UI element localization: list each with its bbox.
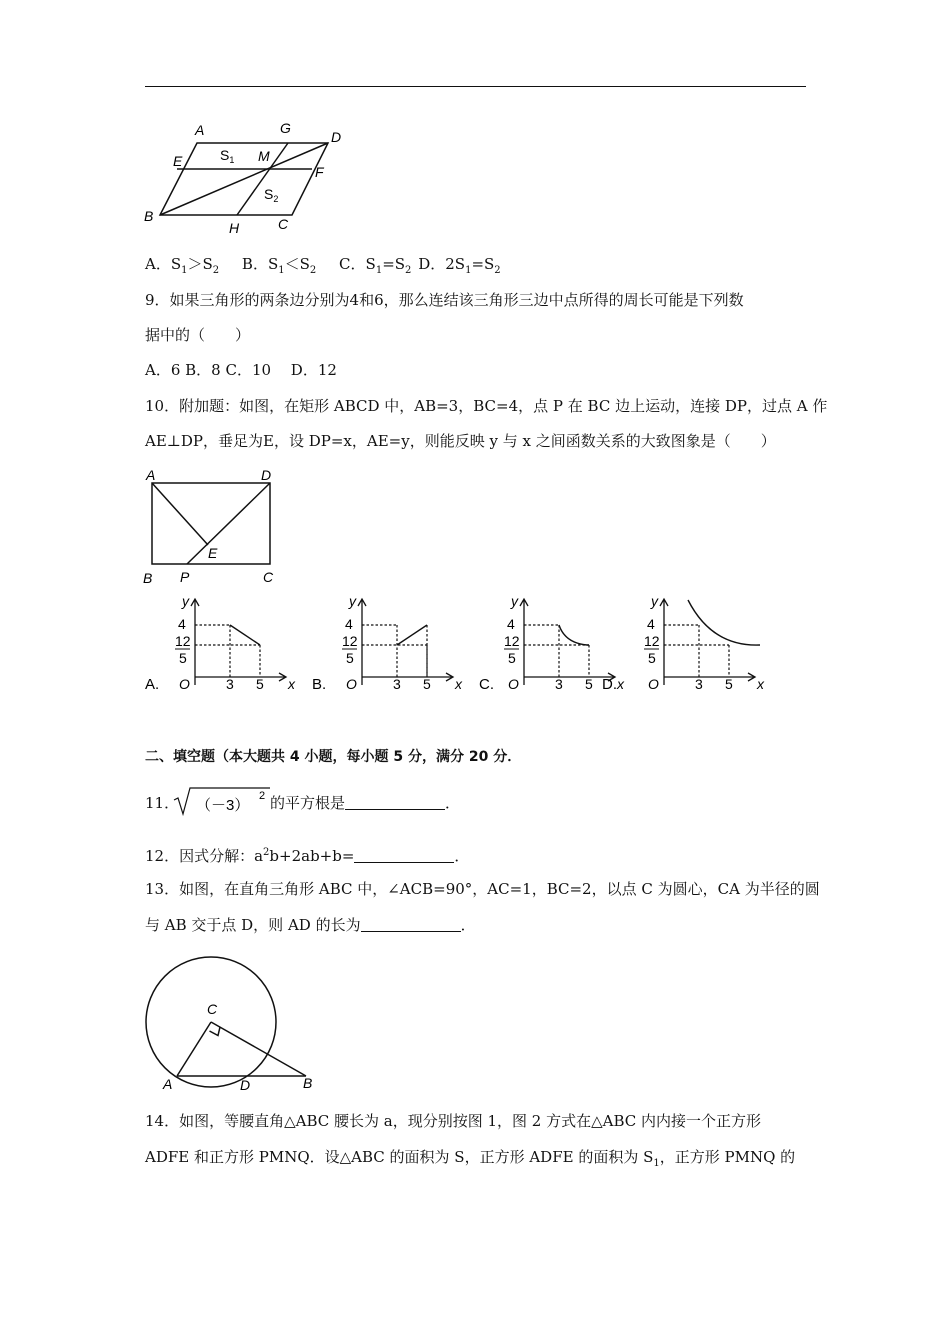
label-c: C	[263, 569, 274, 585]
axis-y-label: y	[651, 593, 658, 609]
axis-y-label: y	[349, 593, 356, 609]
label-b: B	[144, 208, 154, 224]
label-b: B	[303, 1075, 313, 1091]
tick-y-4: 4	[647, 616, 655, 632]
tick-y-frac-den: 5	[508, 650, 516, 666]
section-2-heading: 二、填空题（本大题共 4 小题，每小题 5 分，满分 20 分．	[145, 749, 522, 765]
tick-y-frac-den: 5	[346, 650, 354, 666]
axis-x-label: x	[288, 676, 295, 692]
origin-label: O	[179, 676, 190, 692]
axis-x-label: x	[757, 676, 764, 692]
q9-line2: 据中的（ ）	[145, 326, 251, 344]
axis-y-label: y	[182, 593, 189, 609]
q9-options: A．6 B．8 C．10 D．12	[145, 361, 337, 379]
label-f: F	[315, 164, 324, 180]
label-d: D	[240, 1077, 251, 1093]
q10-line2: AE⊥DP，垂足为E，设 DP=x，AE=y，则能反映 y 与 x 之间函数关系的大致图象是（ ）	[145, 432, 776, 450]
origin-label: O	[648, 676, 659, 692]
label-g: G	[280, 120, 291, 136]
sqrt-sign	[172, 784, 272, 818]
q9-line1: 9．如果三角形的两条边分别为4和6，那么连结该三角形三边中点所得的周长可能是下列数	[145, 291, 744, 309]
label-a: A	[163, 1076, 173, 1092]
label-h: H	[229, 220, 240, 236]
svg-text:2: 2	[259, 790, 266, 802]
parallelogram-figure	[140, 115, 355, 240]
label-d: D	[331, 129, 342, 145]
tick-x-5: 5	[585, 676, 593, 692]
label-p: P	[180, 569, 190, 585]
tick-x-5: 5	[725, 676, 733, 692]
tick-y-frac-num: 12	[342, 633, 358, 649]
axis-y-label: y	[511, 593, 518, 609]
tick-y-frac-den: 5	[179, 650, 187, 666]
tick-y-frac-num: 12	[644, 633, 660, 649]
tick-y-4: 4	[345, 616, 353, 632]
label-e: E	[173, 153, 183, 169]
tick-y-4: 4	[178, 616, 186, 632]
option-label: C.	[479, 676, 494, 693]
tick-y-4: 4	[507, 616, 515, 632]
q14-line1: 14．如图，等腰直角△ABC 腰长为 a，现分别按图 1，图 2 方式在△ABC 内内接一个正方形	[145, 1112, 762, 1130]
q10-line1: 10．附加题：如图，在矩形 ABCD 中，AB=3，BC=4，点 P 在 BC 边上运动，连接 DP，过点 A 作	[145, 397, 828, 415]
graph-option-d[interactable]	[602, 592, 764, 701]
q11-suffix: 的平方根是 ．	[270, 794, 461, 812]
svg-text:（－3）: （－3）	[196, 797, 250, 814]
label-a: A	[146, 467, 156, 483]
q14-line2: ADFE 和正方形 PMNQ．设△ABC 的面积为 S，正方形 ADFE 的面积为 $S_1$，正方形 PMNQ 的	[145, 1148, 796, 1169]
tick-y-frac-num: 12	[504, 633, 520, 649]
tick-x-5: 5	[423, 676, 431, 692]
q13-line1: 13．如图，在直角三角形 ABC 中，∠ACB=90°，AC=1，BC=2，以点 C 为圆心，CA 为半径的圆	[145, 880, 820, 898]
q8-option-c: C．$S_1=S_2$	[339, 255, 412, 276]
option-label: D.	[602, 676, 617, 693]
origin-label: O	[508, 676, 519, 692]
tick-x-3: 3	[695, 676, 703, 692]
q11: 11．	[145, 794, 180, 812]
label-e: E	[208, 545, 218, 561]
tick-x-3: 3	[393, 676, 401, 692]
q12: 12．因式分解：$a^2b+2ab+b=$ ．	[145, 847, 470, 865]
label-b: B	[143, 570, 153, 586]
label-d: D	[261, 467, 272, 483]
tick-x-3: 3	[226, 676, 234, 692]
tick-x-5: 5	[256, 676, 264, 692]
q8-option-a: A．$S_1>S_2$	[145, 255, 220, 276]
graph-option-b[interactable]	[312, 592, 462, 701]
q8-options	[145, 254, 501, 281]
label-s2: $S_2$	[264, 186, 279, 204]
label-c: C	[278, 216, 289, 232]
q13-line2: 与 AB 交于点 D，则 AD 的长为 ．	[145, 916, 476, 934]
origin-label: O	[346, 676, 357, 692]
label-s1: $S_1$	[220, 147, 235, 165]
q8-option-d: D．$2S_1=S_2$	[418, 255, 501, 276]
q8-option-b: B．$S_1<S_2$	[241, 255, 317, 276]
tick-y-frac-den: 5	[648, 650, 656, 666]
option-label: A.	[145, 676, 160, 693]
rectangle-figure	[140, 465, 285, 590]
label-m: M	[258, 148, 270, 164]
axis-x-label: x	[617, 676, 624, 692]
circle-figure	[140, 965, 320, 1095]
option-label: B.	[312, 676, 327, 693]
tick-x-3: 3	[555, 676, 563, 692]
tick-y-frac-num: 12	[175, 633, 191, 649]
label-c: C	[207, 1001, 218, 1017]
label-a: A	[195, 122, 205, 138]
header-rule	[145, 86, 806, 87]
axis-x-label: x	[455, 676, 462, 692]
graph-option-a[interactable]	[145, 592, 295, 701]
